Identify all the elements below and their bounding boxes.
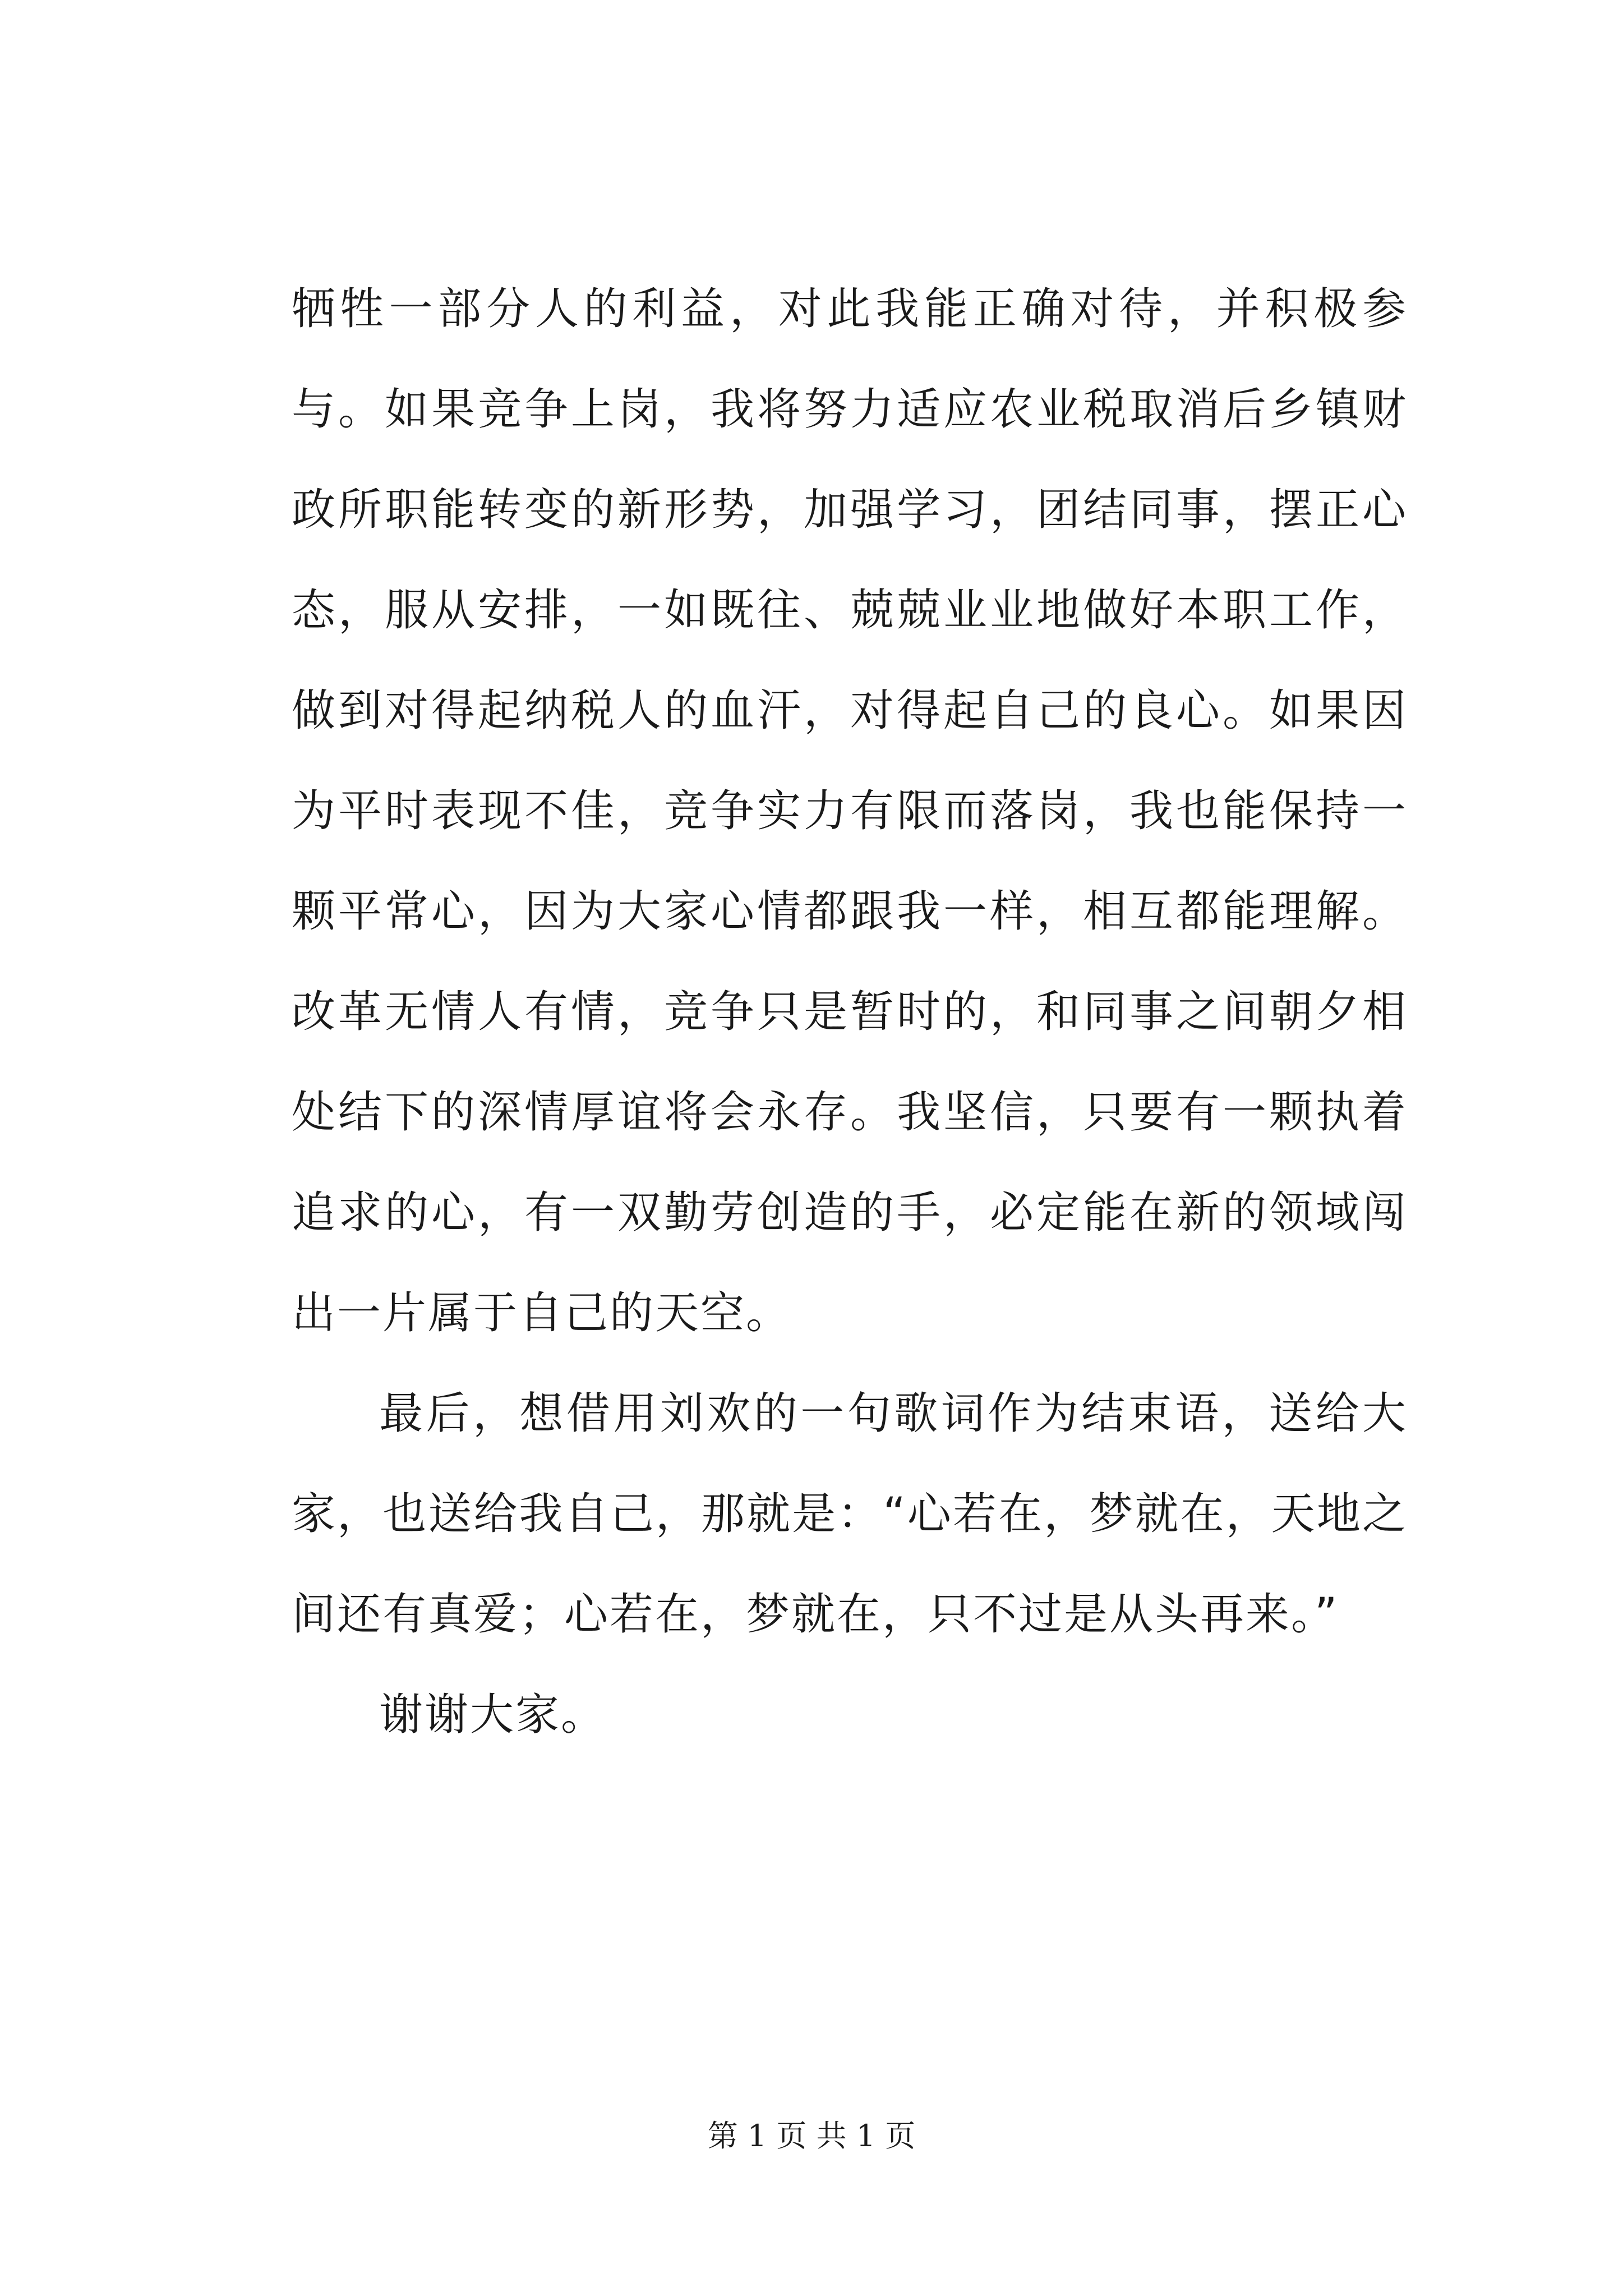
paragraph-closing-remarks: 最后，想借用刘欢的一句歌词作为结束语，送给大家，也送给我自己，那就是：“心若在，梦就在，天地之间还有真爱；心若在，梦就在，只不过是从头再来。”: [292, 1388, 1408, 1640]
document-body: [292, 259, 1408, 1765]
paragraph-continuation: 牺牲一部分人的利益，对此我能正确对待，并积极参与。如果竞争上岗，我将努力适应农业税取消后乡镇财政所职能转变的新形势，加强学习，团结同事，摆正心态，服从安排，一如既往、兢兢业业地做好本职工作，做到对得起纳税人的血汗，对得起自己的良心。如果因为平时表现不佳，竞争实力有限而落岗，我也能保持一颗平常心，因为大家心情都跟我一样，相互都能理解。改革无情人有情，竞争只是暂时的，和同事之间朝夕相处结下的深情厚谊将会永存。我坚信，只要有一颗执着追求的心，有一双勤劳创造的手，必定能在新的领域闯出一片属于自己的天空。: [292, 284, 1408, 1338]
page-footer: 第 1 页 共 1 页: [707, 2118, 916, 2154]
paragraph-thanks: 谢谢大家。: [379, 1690, 607, 1740]
